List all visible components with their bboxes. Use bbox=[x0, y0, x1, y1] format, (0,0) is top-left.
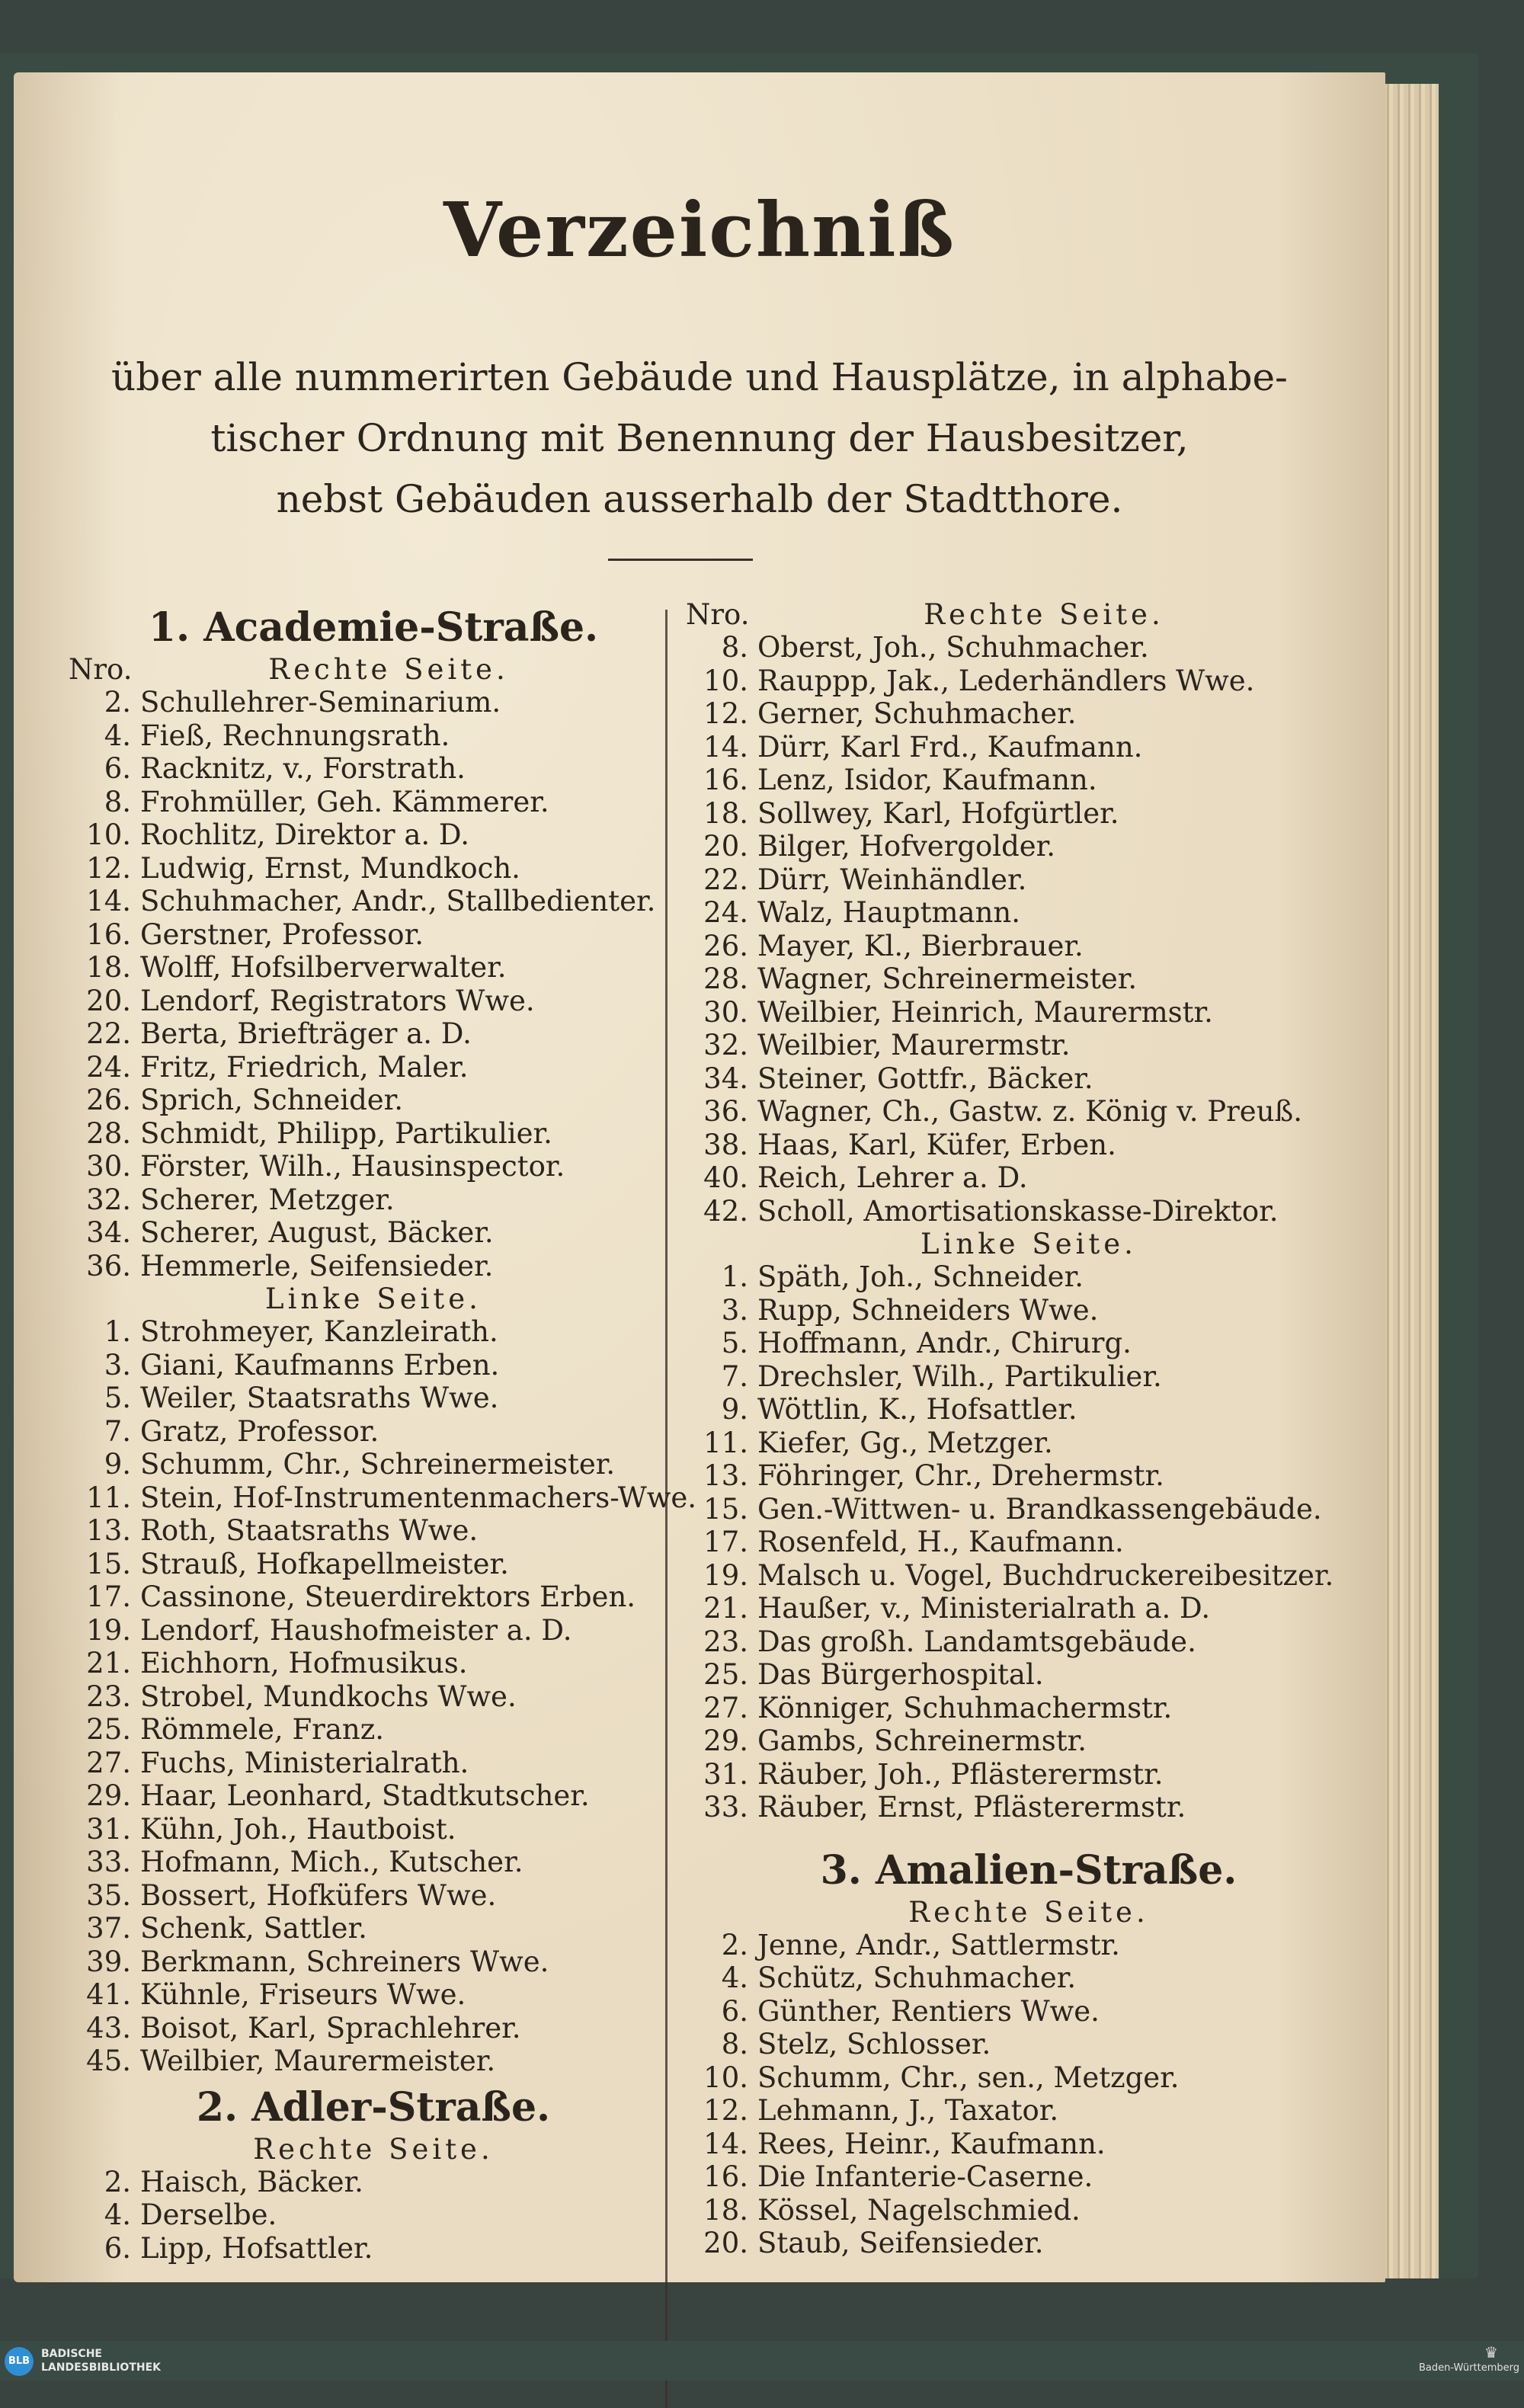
house-number: 31. bbox=[86, 1812, 131, 1846]
owner-text: Hofmann, Mich., Kutscher. bbox=[140, 1846, 523, 1878]
house-number: 22. bbox=[86, 1017, 131, 1050]
house-number: 8. bbox=[721, 2028, 748, 2061]
list-item bbox=[69, 1912, 678, 1945]
spacer bbox=[686, 1824, 1372, 1841]
house-number: 24. bbox=[86, 1050, 131, 1084]
owner-text: Gerner, Schuhmacher. bbox=[757, 697, 1077, 730]
owner-text: Das Bürgerhospital. bbox=[757, 1658, 1044, 1691]
list-item bbox=[686, 1327, 1372, 1360]
side-heading: Rechte Seite. bbox=[268, 653, 509, 686]
list-item bbox=[69, 1779, 678, 1813]
owner-text: Gambs, Schreinermstr. bbox=[757, 1724, 1087, 1757]
owner-text: Schütz, Schuhmacher. bbox=[757, 1961, 1077, 1994]
owner-text: Hemmerle, Seifensieder. bbox=[140, 1249, 494, 1282]
list-item bbox=[69, 1349, 678, 1382]
owner-text: Schumm, Chr., Schreinermeister. bbox=[140, 1448, 616, 1481]
house-number: 32. bbox=[86, 1183, 131, 1216]
owner-text: Jenne, Andr., Sattlermstr. bbox=[757, 1928, 1120, 1961]
house-number: 34. bbox=[703, 1062, 748, 1095]
owner-text: Sprich, Schneider. bbox=[140, 1084, 404, 1116]
list-item bbox=[686, 2061, 1372, 2095]
street-heading: 2. Adler-Straße. bbox=[196, 2083, 551, 2131]
owner-text: Das großh. Landamtsgebäude. bbox=[757, 1625, 1196, 1658]
list-item bbox=[686, 2128, 1372, 2161]
list-item bbox=[686, 1393, 1372, 1427]
house-number: 32. bbox=[703, 1029, 748, 1062]
list-item bbox=[686, 1791, 1372, 1824]
house-number: 16. bbox=[703, 2160, 748, 2193]
list-item bbox=[69, 1945, 678, 1979]
owner-text: Rees, Heinr., Kaufmann. bbox=[757, 2127, 1106, 2160]
house-number: 36. bbox=[86, 1249, 131, 1282]
house-number: 4. bbox=[104, 2198, 131, 2231]
blb-logo: BLB bbox=[5, 2347, 34, 2376]
owner-text: Bossert, Hofküfers Wwe. bbox=[140, 1878, 497, 1912]
list-item bbox=[69, 1548, 678, 1581]
list-item bbox=[69, 1481, 697, 1515]
list-item bbox=[686, 1129, 1372, 1162]
owner-text: Racknitz, v., Forstrath. bbox=[140, 752, 466, 785]
list-item bbox=[69, 2045, 678, 2078]
list-item bbox=[686, 1961, 1372, 1995]
house-number: 34. bbox=[86, 1216, 131, 1249]
street-heading: 3. Amalien-Straße. bbox=[820, 1846, 1237, 1894]
list-item bbox=[686, 1493, 1372, 1526]
list-item bbox=[686, 1724, 1372, 1758]
list-item bbox=[69, 1680, 678, 1714]
list-item bbox=[69, 1747, 678, 1780]
list-item bbox=[69, 1978, 678, 2012]
house-number: 8. bbox=[104, 785, 131, 818]
list-item bbox=[686, 930, 1372, 963]
house-number: 42. bbox=[703, 1194, 748, 1228]
list-item bbox=[69, 2232, 678, 2266]
owner-text: Lendorf, Registrators Wwe. bbox=[140, 984, 535, 1017]
house-number: 8. bbox=[721, 631, 748, 664]
house-number: 16. bbox=[86, 917, 131, 951]
house-number: 6. bbox=[104, 2231, 131, 2265]
owner-text: Scholl, Amortisationskasse-Direktor. bbox=[757, 1194, 1279, 1228]
house-number: 20. bbox=[703, 830, 748, 863]
house-number: 5. bbox=[721, 1327, 748, 1359]
list-item bbox=[69, 1879, 678, 1913]
list-item bbox=[686, 1692, 1372, 1725]
owner-text: Kühn, Joh., Hautboist. bbox=[140, 1812, 456, 1846]
house-number: 4. bbox=[721, 1961, 748, 1994]
list-item bbox=[686, 1062, 1372, 1096]
house-number: 9. bbox=[104, 1448, 131, 1481]
owner-text: Haisch, Bäcker. bbox=[140, 2165, 363, 2198]
left-column bbox=[69, 598, 697, 2265]
list-item bbox=[686, 1095, 1372, 1129]
list-item bbox=[69, 1150, 678, 1183]
list-item bbox=[69, 1051, 678, 1084]
house-number: 10. bbox=[703, 664, 748, 697]
side-heading: Linke Seite. bbox=[265, 1282, 482, 1315]
house-number: 12. bbox=[703, 697, 748, 730]
house-number: 28. bbox=[86, 1116, 131, 1150]
list-item bbox=[686, 2194, 1372, 2227]
list-item bbox=[686, 1592, 1372, 1625]
house-number: 19. bbox=[703, 1558, 748, 1592]
house-number: 18. bbox=[703, 2193, 748, 2227]
book-page bbox=[14, 72, 1385, 2282]
house-number: 26. bbox=[86, 1084, 131, 1116]
list-item bbox=[69, 852, 678, 885]
owner-text: Wolff, Hofsilberverwalter. bbox=[140, 951, 507, 984]
list-item bbox=[69, 1580, 678, 1614]
owner-text: Roth, Staatsraths Wwe. bbox=[140, 1514, 479, 1547]
list-item bbox=[69, 818, 678, 852]
list-item bbox=[69, 2012, 678, 2045]
owner-text: Rupp, Schneiders Wwe. bbox=[757, 1293, 1099, 1327]
owner-text: Weilbier, Maurermeister. bbox=[140, 2045, 496, 2077]
list-item bbox=[69, 1216, 678, 1250]
house-number: 10. bbox=[703, 2061, 748, 2094]
house-number: 43. bbox=[86, 2011, 131, 2045]
nro-label: Nro. bbox=[686, 598, 750, 631]
house-number: 13. bbox=[703, 1459, 748, 1492]
house-number: 1. bbox=[721, 1260, 748, 1293]
list-item bbox=[686, 996, 1372, 1029]
owner-text: Die Infanterie-Caserne. bbox=[757, 2160, 1093, 2193]
list-item bbox=[69, 1415, 678, 1449]
list-item bbox=[69, 1315, 678, 1349]
house-number: 6. bbox=[104, 752, 131, 785]
owner-text: Oberst, Joh., Schuhmacher. bbox=[757, 631, 1149, 664]
owner-text: Schumm, Chr., sen., Metzger. bbox=[757, 2061, 1180, 2094]
house-number: 22. bbox=[703, 863, 748, 896]
owner-text: Lendorf, Haushofmeister a. D. bbox=[140, 1613, 572, 1647]
house-number: 31. bbox=[703, 1757, 748, 1791]
list-item bbox=[686, 1459, 1372, 1493]
house-number: 19. bbox=[86, 1613, 131, 1647]
house-number: 27. bbox=[86, 1746, 131, 1779]
house-number: 25. bbox=[86, 1713, 131, 1746]
owner-text: Schullehrer-Seminarium. bbox=[140, 686, 501, 719]
house-number: 24. bbox=[703, 896, 748, 929]
subtitle-line-3: nebst Gebäuden ausserhalb der Stadtthore. bbox=[276, 477, 1123, 521]
subtitle-line-1: über alle nummerirten Gebäude und Hausplätze, in alphabe- bbox=[111, 355, 1288, 399]
crest-icon: ♛ bbox=[1484, 2343, 1498, 2362]
owner-text: Stein, Hof-Instrumentenmachers-Wwe. bbox=[140, 1481, 697, 1514]
owner-text: Günther, Rentiers Wwe. bbox=[757, 1994, 1100, 2028]
owner-text: Berkmann, Schreiners Wwe. bbox=[140, 1945, 549, 1978]
list-item bbox=[686, 2227, 1372, 2260]
owner-text: Strauß, Hofkapellmeister. bbox=[140, 1547, 509, 1580]
owner-text: Malsch u. Vogel, Buchdruckereibesitzer. bbox=[757, 1558, 1334, 1592]
house-number: 2. bbox=[104, 686, 131, 719]
list-item bbox=[686, 1360, 1372, 1394]
owner-text: Weiler, Staatsraths Wwe. bbox=[140, 1382, 499, 1414]
list-item bbox=[69, 1250, 678, 1283]
list-item bbox=[69, 1614, 678, 1647]
owner-text: Fritz, Friedrich, Maler. bbox=[140, 1050, 469, 1084]
owner-text: Rauppp, Jak., Lederhändlers Wwe. bbox=[757, 664, 1255, 697]
side-heading: Rechte Seite. bbox=[908, 1895, 1149, 1929]
page-title: Verzeichniß bbox=[443, 187, 956, 274]
house-number: 5. bbox=[104, 1382, 131, 1414]
column-header bbox=[69, 653, 678, 686]
list-item bbox=[69, 1382, 678, 1415]
owner-text: Eichhorn, Hofmusikus. bbox=[140, 1647, 468, 1680]
owner-text: Rosenfeld, H., Kaufmann. bbox=[757, 1526, 1124, 1558]
house-number: 36. bbox=[703, 1095, 748, 1128]
house-number: 2. bbox=[104, 2165, 131, 2198]
owner-text: Boisot, Karl, Sprachlehrer. bbox=[140, 2011, 521, 2045]
list-item bbox=[69, 2198, 678, 2232]
list-item bbox=[686, 1294, 1372, 1327]
owner-text: Schuhmacher, Andr., Stallbedienter. bbox=[140, 885, 656, 917]
list-item bbox=[686, 1758, 1372, 1792]
list-item bbox=[686, 697, 1372, 731]
list-item bbox=[686, 1260, 1372, 1294]
house-number: 21. bbox=[703, 1592, 748, 1625]
owner-text: Staub, Seifensieder. bbox=[757, 2227, 1044, 2259]
list-item bbox=[686, 731, 1372, 764]
house-number: 4. bbox=[104, 719, 131, 752]
owner-text: Lenz, Isidor, Kaufmann. bbox=[757, 764, 1097, 796]
owner-text: Gerstner, Professor. bbox=[140, 917, 424, 951]
library-line-2: LANDESBIBLIOTHEK bbox=[41, 2362, 162, 2374]
house-number: 3. bbox=[104, 1348, 131, 1382]
side-heading: Rechte Seite. bbox=[924, 598, 1164, 631]
list-item bbox=[686, 2028, 1372, 2061]
house-number: 23. bbox=[86, 1680, 131, 1713]
owner-text: Dürr, Weinhändler. bbox=[757, 863, 1027, 896]
owner-text: Drechsler, Wilh., Partikulier. bbox=[757, 1359, 1162, 1393]
list-item bbox=[686, 830, 1372, 863]
owner-text: Späth, Joh., Schneider. bbox=[757, 1260, 1084, 1293]
owner-text: Förster, Wilh., Hausinspector. bbox=[140, 1150, 565, 1183]
owner-text: Haas, Karl, Küfer, Erben. bbox=[757, 1128, 1116, 1161]
side-heading: Linke Seite. bbox=[920, 1228, 1137, 1260]
owner-text: Räuber, Joh., Pflästerermstr. bbox=[757, 1757, 1164, 1791]
list-item bbox=[69, 1846, 678, 1879]
house-number: 38. bbox=[703, 1128, 748, 1161]
house-number: 45. bbox=[86, 2045, 131, 2077]
house-number: 33. bbox=[86, 1846, 131, 1878]
house-number: 29. bbox=[703, 1724, 748, 1757]
owner-text: Mayer, Kl., Bierbrauer. bbox=[757, 929, 1084, 962]
subtitle-line-2: tischer Ordnung mit Benennung der Hausbesitzer, bbox=[210, 416, 1189, 460]
house-number: 6. bbox=[721, 1994, 748, 2028]
owner-text: Schmidt, Philipp, Partikulier. bbox=[140, 1116, 552, 1150]
list-item bbox=[686, 2094, 1372, 2128]
owner-text: Kössel, Nagelschmied. bbox=[757, 2193, 1081, 2227]
owner-text: Dürr, Karl Frd., Kaufmann. bbox=[757, 730, 1143, 764]
house-number: 17. bbox=[703, 1526, 748, 1558]
house-number: 23. bbox=[703, 1625, 748, 1658]
state-label: Baden-Württemberg bbox=[1419, 2362, 1519, 2374]
owner-text: Walz, Hauptmann. bbox=[757, 896, 1020, 929]
list-item bbox=[69, 885, 678, 918]
owner-text: Wöttlin, K., Hofsattler. bbox=[757, 1393, 1077, 1426]
house-number: 9. bbox=[721, 1393, 748, 1426]
owner-text: Derselbe. bbox=[140, 2198, 277, 2231]
right-column bbox=[686, 598, 1372, 2260]
owner-text: Reich, Lehrer a. D. bbox=[757, 1161, 1028, 1194]
owner-text: Föhringer, Chr., Drehermstr. bbox=[757, 1459, 1164, 1492]
list-item bbox=[69, 1647, 678, 1680]
house-number: 1. bbox=[104, 1315, 131, 1348]
owner-text: Schenk, Sattler. bbox=[140, 1912, 367, 1945]
list-item bbox=[686, 1526, 1372, 1559]
house-number: 20. bbox=[86, 984, 131, 1017]
house-number: 26. bbox=[703, 929, 748, 962]
list-item bbox=[686, 962, 1372, 996]
owner-text: Fieß, Rechnungsrath. bbox=[140, 719, 450, 752]
list-item bbox=[686, 764, 1372, 797]
house-number: 14. bbox=[703, 2127, 748, 2160]
house-number: 2. bbox=[721, 1928, 748, 1961]
list-item bbox=[686, 1929, 1372, 1962]
house-number: 10. bbox=[86, 818, 131, 851]
list-item bbox=[686, 1161, 1372, 1195]
house-number: 7. bbox=[104, 1414, 131, 1448]
street-heading: 1. Academie-Straße. bbox=[148, 604, 599, 651]
owner-text: Bilger, Hofvergolder. bbox=[757, 830, 1056, 863]
house-number: 14. bbox=[703, 730, 748, 764]
owner-text: Könniger, Schuhmachermstr. bbox=[757, 1691, 1173, 1724]
column-header bbox=[686, 598, 1372, 631]
house-number: 30. bbox=[86, 1150, 131, 1183]
list-item bbox=[69, 752, 678, 786]
house-number: 14. bbox=[86, 885, 131, 917]
house-number: 35. bbox=[86, 1878, 131, 1912]
side-heading: Rechte Seite. bbox=[253, 2132, 494, 2166]
list-item bbox=[69, 686, 678, 719]
house-number: 11. bbox=[703, 1426, 748, 1459]
house-number: 11. bbox=[86, 1481, 131, 1514]
list-item bbox=[69, 1713, 678, 1747]
house-number: 40. bbox=[703, 1161, 748, 1194]
house-number: 3. bbox=[721, 1293, 748, 1327]
owner-text: Cassinone, Steuerdirektors Erben. bbox=[140, 1580, 636, 1613]
house-number: 41. bbox=[86, 1978, 131, 2011]
library-name bbox=[41, 2347, 161, 2374]
house-number: 17. bbox=[86, 1580, 131, 1613]
owner-text: Rochlitz, Direktor a. D. bbox=[140, 818, 470, 851]
list-item bbox=[686, 896, 1372, 930]
list-item bbox=[69, 1514, 678, 1548]
list-item bbox=[69, 951, 678, 985]
list-item bbox=[686, 664, 1372, 698]
house-number: 27. bbox=[703, 1691, 748, 1724]
house-number: 18. bbox=[703, 796, 748, 830]
owner-text: Gratz, Professor. bbox=[140, 1414, 379, 1448]
owner-text: Räuber, Ernst, Pflästerermstr. bbox=[757, 1791, 1186, 1824]
owner-text: Wagner, Ch., Gastw. z. König v. Preuß. bbox=[757, 1095, 1302, 1128]
list-item bbox=[686, 1559, 1372, 1593]
owner-text: Haar, Leonhard, Stadtkutscher. bbox=[140, 1779, 590, 1812]
footer-bar bbox=[0, 2341, 1524, 2381]
list-item bbox=[69, 1813, 678, 1846]
owner-text: Kiefer, Gg., Metzger. bbox=[757, 1426, 1053, 1459]
owner-text: Berta, Briefträger a. D. bbox=[140, 1017, 472, 1050]
owner-text: Strobel, Mundkochs Wwe. bbox=[140, 1680, 517, 1713]
house-number: 28. bbox=[703, 962, 748, 995]
list-item bbox=[69, 1017, 678, 1051]
house-number: 33. bbox=[703, 1791, 748, 1824]
list-item bbox=[686, 797, 1372, 831]
house-number: 15. bbox=[86, 1547, 131, 1580]
owner-text: Gen.-Wittwen- u. Brandkassengebäude. bbox=[757, 1492, 1322, 1526]
owner-text: Scherer, Metzger. bbox=[140, 1183, 395, 1216]
owner-text: Frohmüller, Geh. Kämmerer. bbox=[140, 785, 549, 818]
house-number: 13. bbox=[86, 1514, 131, 1547]
list-item bbox=[686, 1658, 1372, 1692]
list-item bbox=[69, 918, 678, 952]
house-number: 12. bbox=[86, 851, 131, 885]
house-number: 37. bbox=[86, 1912, 131, 1945]
owner-text: Steiner, Gottfr., Bäcker. bbox=[757, 1062, 1093, 1095]
owner-text: Weilbier, Maurermstr. bbox=[757, 1029, 1071, 1062]
list-item bbox=[686, 1625, 1372, 1659]
library-line-1: BADISCHE bbox=[41, 2348, 102, 2360]
house-number: 18. bbox=[86, 951, 131, 984]
owner-text: Haußer, v., Ministerialrath a. D. bbox=[757, 1592, 1211, 1625]
owner-text: Strohmeyer, Kanzleirath. bbox=[140, 1315, 498, 1348]
list-item bbox=[686, 631, 1372, 664]
list-item bbox=[69, 1084, 678, 1117]
owner-text: Fuchs, Ministerialrath. bbox=[140, 1746, 469, 1779]
list-item bbox=[686, 2160, 1372, 2194]
list-item bbox=[686, 1427, 1372, 1460]
owner-text: Weilbier, Heinrich, Maurermstr. bbox=[757, 995, 1213, 1029]
list-item bbox=[686, 863, 1372, 897]
owner-text: Giani, Kaufmanns Erben. bbox=[140, 1348, 500, 1382]
house-number: 15. bbox=[703, 1492, 748, 1526]
house-number: 7. bbox=[721, 1359, 748, 1393]
nro-label: Nro. bbox=[69, 653, 133, 686]
house-number: 25. bbox=[703, 1658, 748, 1691]
house-number: 16. bbox=[703, 764, 748, 796]
owner-text: Ludwig, Ernst, Mundkoch. bbox=[140, 851, 520, 885]
list-item bbox=[686, 1995, 1372, 2029]
list-item bbox=[69, 786, 678, 819]
owner-text: Römmele, Franz. bbox=[140, 1713, 384, 1746]
house-number: 21. bbox=[86, 1647, 131, 1680]
list-item bbox=[69, 719, 678, 753]
owner-text: Wagner, Schreinermeister. bbox=[757, 962, 1138, 995]
owner-text: Stelz, Schlosser. bbox=[757, 2028, 991, 2061]
house-number: 12. bbox=[703, 2094, 748, 2127]
owner-text: Scherer, August, Bäcker. bbox=[140, 1216, 494, 1249]
list-item bbox=[69, 1183, 678, 1217]
house-number: 30. bbox=[703, 995, 748, 1029]
list-item bbox=[69, 2166, 678, 2199]
list-item bbox=[686, 1029, 1372, 1062]
owner-text: Sollwey, Karl, Hofgürtler. bbox=[757, 796, 1119, 830]
owner-text: Kühnle, Friseurs Wwe. bbox=[140, 1978, 466, 2011]
list-item bbox=[686, 1195, 1372, 1228]
title-rule bbox=[608, 559, 753, 561]
house-number: 29. bbox=[86, 1779, 131, 1812]
list-item bbox=[69, 985, 678, 1018]
house-number: 39. bbox=[86, 1945, 131, 1978]
owner-text: Lehmann, J., Taxator. bbox=[757, 2094, 1059, 2127]
list-item bbox=[69, 1117, 678, 1151]
house-number: 20. bbox=[703, 2227, 748, 2259]
owner-text: Hoffmann, Andr., Chirurg. bbox=[757, 1327, 1132, 1359]
owner-text: Lipp, Hofsattler. bbox=[140, 2231, 373, 2265]
list-item bbox=[69, 1448, 678, 1481]
